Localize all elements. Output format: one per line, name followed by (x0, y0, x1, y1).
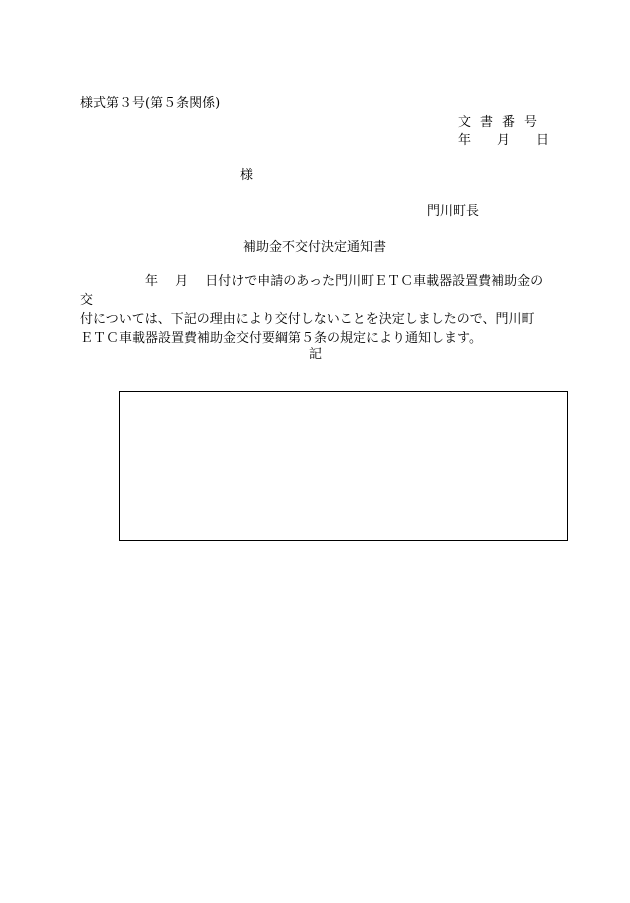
body-line: 付については、下記の理由により交付しないことを決定しましたので、門川町 (80, 312, 535, 327)
form-number: 様式第３号(第５条関係) (80, 96, 221, 111)
document-title: 補助金不交付決定通知書 (243, 240, 387, 255)
document-date-label: 年 月 日 (458, 133, 550, 148)
document-number-label: 文書番号 (458, 115, 547, 130)
body-text (80, 272, 550, 348)
sender-name: 門川町長 (427, 204, 480, 219)
ki-heading: 記 (309, 347, 323, 362)
body-line: ＥＴＣ車載器設置費補助金交付要綱第５条の規定により通知します。 (80, 331, 482, 346)
reason-box (119, 391, 568, 541)
recipient-honorific: 様 (240, 168, 254, 183)
body-line: 年 月 日付けで申請のあった門川町ＥＴＣ車載器設置費補助金の交 (80, 274, 544, 308)
